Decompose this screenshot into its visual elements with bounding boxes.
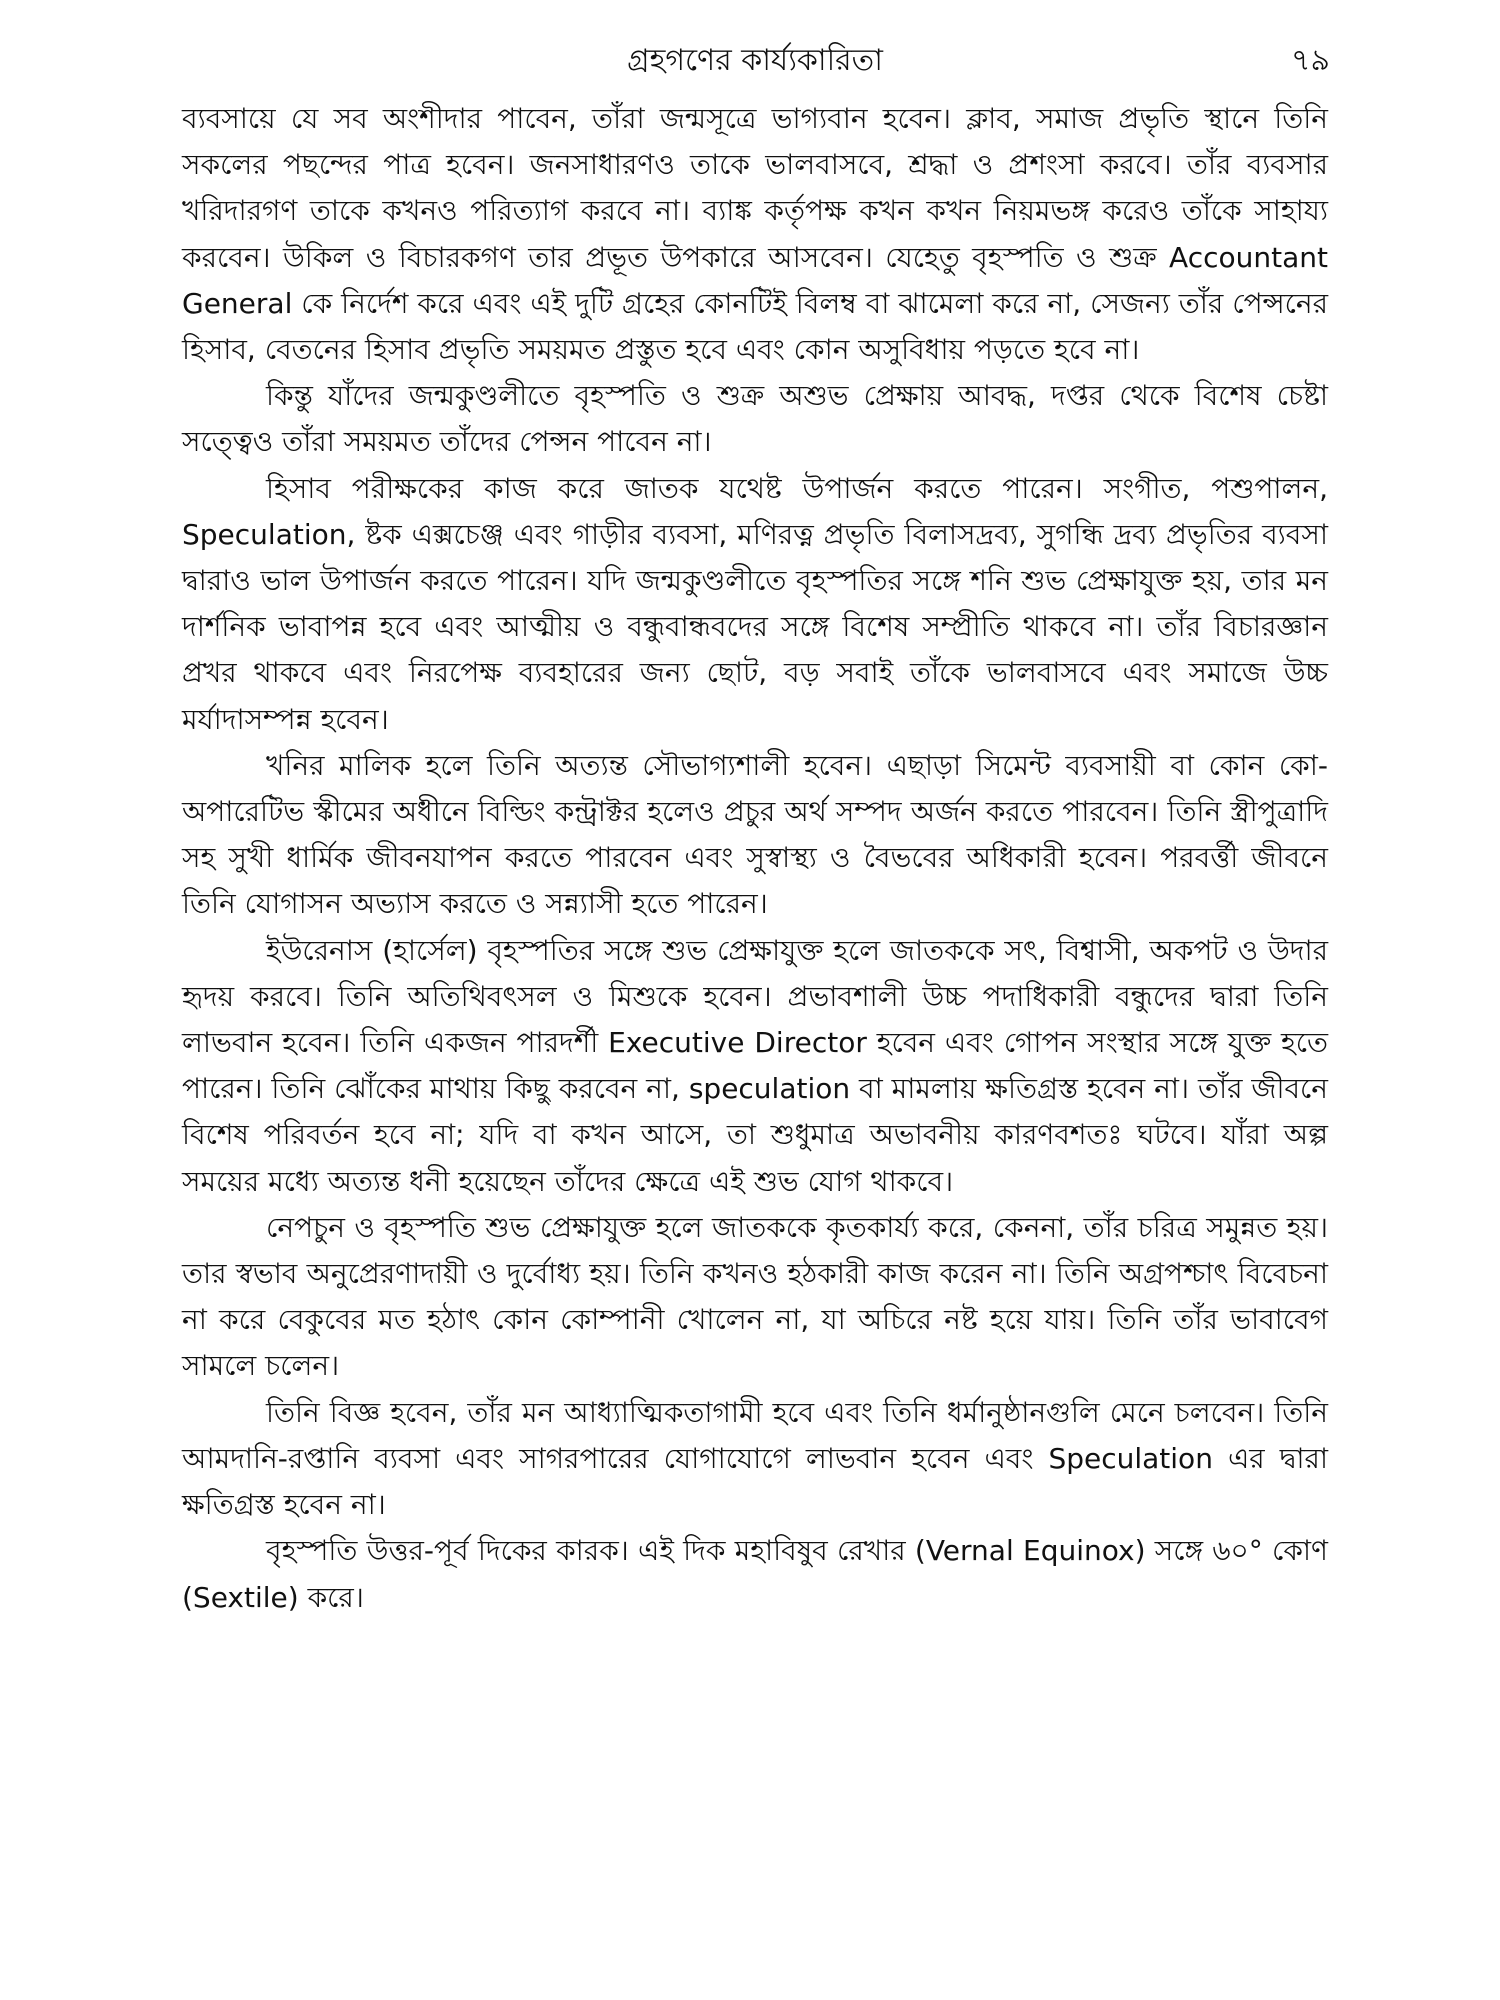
paragraph-7: তিনি বিজ্ঞ হবেন, তাঁর মন আধ্যাত্মিকতাগামী হবে এবং তিনি ধর্মানুষ্ঠানগুলি মেনে চলবেন। তিনি আমদানি-রপ্তানি ব্যবসা এবং সাগরপারের যোগাযোগে লাভবান হবেন এবং Speculation এর দ্বারা ক্ষতিগ্রস্ত হবেন না। [182, 1395, 1328, 1522]
paragraph-8: বৃহস্পতি উত্তর-পূর্ব দিকের কারক। এই দিক মহাবিষুব রেখার (Vernal Equinox) সঙ্গে ৬০° কোণ (Sextile) করে। [182, 1534, 1328, 1614]
paragraph-1: ব্যবসায়ে যে সব অংশীদার পাবেন, তাঁরা জন্মসূত্রে ভাগ্যবান হবেন। ক্লাব, সমাজ প্রভৃতি স্থানে তিনি সকলের পছন্দের পাত্র হবেন। জনসাধারণও তাকে ভালবাসবে, শ্রদ্ধা ও প্রশংসা করবে। তাঁর ব্যবসার খরিদারগণ তাকে কখনও পরিত্যাগ করবে না। ব্যাঙ্ক কর্তৃপক্ষ কখন কখন নিয়মভঙ্গ করেও তাঁকে সাহায্য করবেন। উকিল ও বিচারকগণ তার প্রভূত উপকারে আসবেন। যেহেতু বৃহস্পতি ও শুক্র Accountant General কে নির্দেশ করে এবং এই দুটি গ্রহের কোনটিই বিলম্ব বা ঝামেলা করে না, সেজন্য তাঁর পেন্সনের হিসাব, বেতনের হিসাব প্রভৃতি সময়মত প্রস্তুত হবে এবং কোন অসুবিধায় পড়তে হবে না। [182, 102, 1328, 367]
paragraph-2: কিন্তু যাঁদের জন্মকুণ্ডলীতে বৃহস্পতি ও শুক্র অশুভ প্রেক্ষায় আবদ্ধ, দপ্তর থেকে বিশেষ চেষ্টা সত্ত্বেও তাঁরা সময়মত তাঁদের পেন্সন পাবেন না। [182, 379, 1328, 459]
paragraph-5: ইউরেনাস (হার্সেল) বৃহস্পতির সঙ্গে শুভ প্রেক্ষাযুক্ত হলে জাতককে সৎ, বিশ্বাসী, অকপট ও উদার হৃদয় করবে। তিনি অতিথিবৎসল ও মিশুকে হবেন। প্রভাবশালী উচ্চ পদাধিকারী বন্ধুদের দ্বারা তিনি লাভবান হবেন। তিনি একজন পারদর্শী Executive Director হবেন এবং গোপন সংস্থার সঙ্গে যুক্ত হতে পারেন। তিনি ঝোঁকের মাথায় কিছু করবেন না, speculation বা মামলায় ক্ষতিগ্রস্ত হবেন না। তাঁর জীবনে বিশেষ পরিবর্তন হবে না; যদি বা কখন আসে, তা শুধুমাত্র অভাবনীয় কারণবশতঃ ঘটবে। যাঁরা অল্প সময়ের মধ্যে অত্যন্ত ধনী হয়েছেন তাঁদের ক্ষেত্রে এই শুভ যোগ থাকবে। [182, 933, 1328, 1198]
running-header [180, 36, 1330, 86]
paragraph-3: হিসাব পরীক্ষকের কাজ করে জাতক যথেষ্ট উপার্জন করতে পারেন। সংগীত, পশুপালন, Speculation, ষ্টক এক্সচেঞ্জ এবং গাড়ীর ব্যবসা, মণিরত্ন প্রভৃতি বিলাসদ্রব্য, সুগন্ধি দ্রব্য প্রভৃতির ব্যবসা দ্বারাও ভাল উপার্জন করতে পারেন। যদি জন্মকুণ্ডলীতে বৃহস্পতির সঙ্গে শনি শুভ প্রেক্ষাযুক্ত হয়, তার মন দার্শনিক ভাবাপন্ন হবে এবং আত্মীয় ও বন্ধুবান্ধবদের সঙ্গে বিশেষ সম্প্রীতি থাকবে না। তাঁর বিচারজ্ঞান প্রখর থাকবে এবং নিরপেক্ষ ব্যবহারের জন্য ছোট, বড় সবাই তাঁকে ভালবাসবে এবং সমাজে উচ্চ মর্যাদাসম্পন্ন হবেন। [182, 471, 1328, 736]
page-number: ৭৯ [1291, 43, 1330, 78]
paragraph-6: নেপচুন ও বৃহস্পতি শুভ প্রেক্ষাযুক্ত হলে জাতককে কৃতকার্য্য করে, কেননা, তাঁর চরিত্র সমুন্নত হয়। তার স্বভাব অনুপ্রেরণাদায়ী ও দুর্বোধ্য হয়। তিনি কখনও হঠকারী কাজ করেন না। তিনি অগ্রপশ্চাৎ বিবেচনা না করে বেকুবের মত হঠাৎ কোন কোম্পানী খোলেন না, যা অচিরে নষ্ট হয়ে যায়। তিনি তাঁর ভাবাবেগ সামলে চলেন। [182, 1210, 1328, 1383]
paragraph-4: খনির মালিক হলে তিনি অত্যন্ত সৌভাগ্যশালী হবেন। এছাড়া সিমেন্ট ব্যবসায়ী বা কোন কো-অপারেটিভ স্কীমের অধীনে বিল্ডিং কন্ট্রাক্টর হলেও প্রচুর অর্থ সম্পদ অর্জন করতে পারবেন। তিনি স্ত্রীপুত্রাদি সহ সুখী ধার্মিক জীবনযাপন করতে পারবেন এবং সুস্বাস্থ্য ও বৈভবের অধিকারী হবেন। পরবর্ত্তী জীবনে তিনি যোগাসন অভ্যাস করতে ও সন্ন্যাসী হতে পারেন। [182, 748, 1328, 921]
chapter-title: গ্রহগণের কার্য্যকারিতা [627, 43, 883, 78]
body-text [182, 96, 1328, 1621]
